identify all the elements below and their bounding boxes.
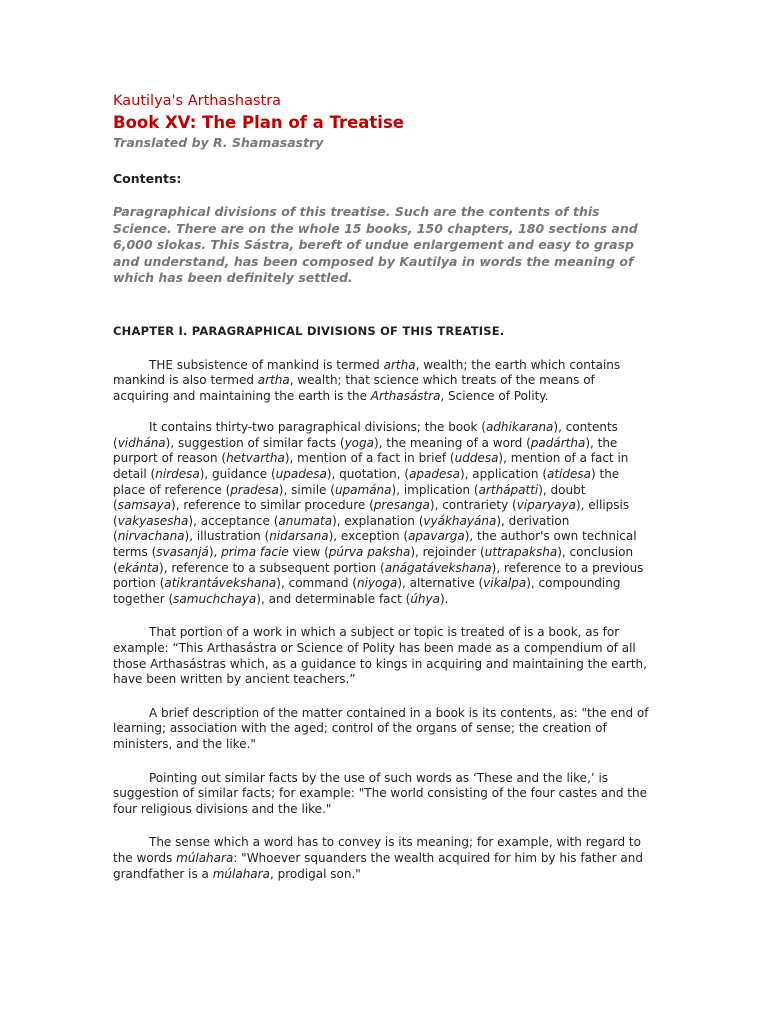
- paragraph-similar-facts: Pointing out similar facts by the use of such words as ‘These and the like,’ is suggestion of similar facts; for example: "The world consisting of the four castes and the four religious divisions and the like.": [113, 770, 647, 816]
- translator-credit: Translated by R. Shamasastry: [113, 135, 324, 150]
- contents-summary: Paragraphical divisions of this treatise. Such are the contents of this Science. There are on the whole 15 books, 150 chapters, 180 sections and 6,000 slokas. This Sástra, bereft of undue enlargement and easy to grasp and understand, has been composed by Kautilya in words the meaning of which has been definitely settled.: [113, 204, 638, 285]
- book-title: Book XV: The Plan of a Treatise: [113, 113, 404, 132]
- paragraph-contents: A brief description of the matter contained in a book is its contents, as: "the end of learning; association with the aged; control of the organs of sense; the creation of ministers, and the like.": [113, 705, 649, 751]
- paragraph-divisions: It contains thirty-two paragraphical divisions; the book (adhikarana), contents (vidhána), suggestion of similar facts (yoga), the meaning of a word (padártha), the purport of reason (hetvartha), mention of a fact in brief (uddesa), mention of a fact in detail (nirdesa), guidance (upadesa), quotation, (apadesa), application (atidesa) the place of reference (pradesa), simile (upamána), implication (arthápatti), doubt (samsaya), reference to similar procedure (presanga), contrariety (viparyaya), ellipsis (vakyasesha), acceptance (anumata), explanation (vyákhayána), derivation (nirvachana), illustration (nidarsana), exception (apavarga), the author's own technical terms (svasanjá), prima facie view (púrva paksha), rejoinder (uttrapaksha), conclusion (ekánta), reference to a subsequent portion (anágatávekshana), reference to a previous portion (atikrantávekshana), command (niyoga), alternative (vikalpa), compounding together (samuchchaya), and determinable fact (úhya).: [113, 420, 644, 606]
- paragraph-meaning: The sense which a word has to convey is its meaning; for example, with regard to the words múlahara: "Whoever squanders the wealth acquired for him by his father and grandfather is a múlahara, prodigal son.": [113, 835, 643, 881]
- chapter-heading: CHAPTER I. PARAGRAPHICAL DIVISIONS OF THIS TREATISE.: [113, 323, 505, 338]
- series-title: Kautilya's Arthashastra: [113, 93, 282, 109]
- contents-heading: Contents:: [113, 171, 182, 186]
- document-page: [113, 92, 653, 882]
- paragraph-artha: THE subsistence of mankind is termed artha, wealth; the earth which contains mankind is also termed artha, wealth; that science which treats of the means of acquiring and maintaining the earth is the Arthasástra, Science of Polity.: [113, 357, 621, 403]
- paragraph-book: That portion of a work in which a subject or topic is treated of is a book, as for example: “This Arthasástra or Science of Polity has been made as a compendium of all those Arthasástras which, as a guidance to kings in acquiring and maintaining the earth, have been written by ancient teachers.”: [113, 625, 647, 687]
